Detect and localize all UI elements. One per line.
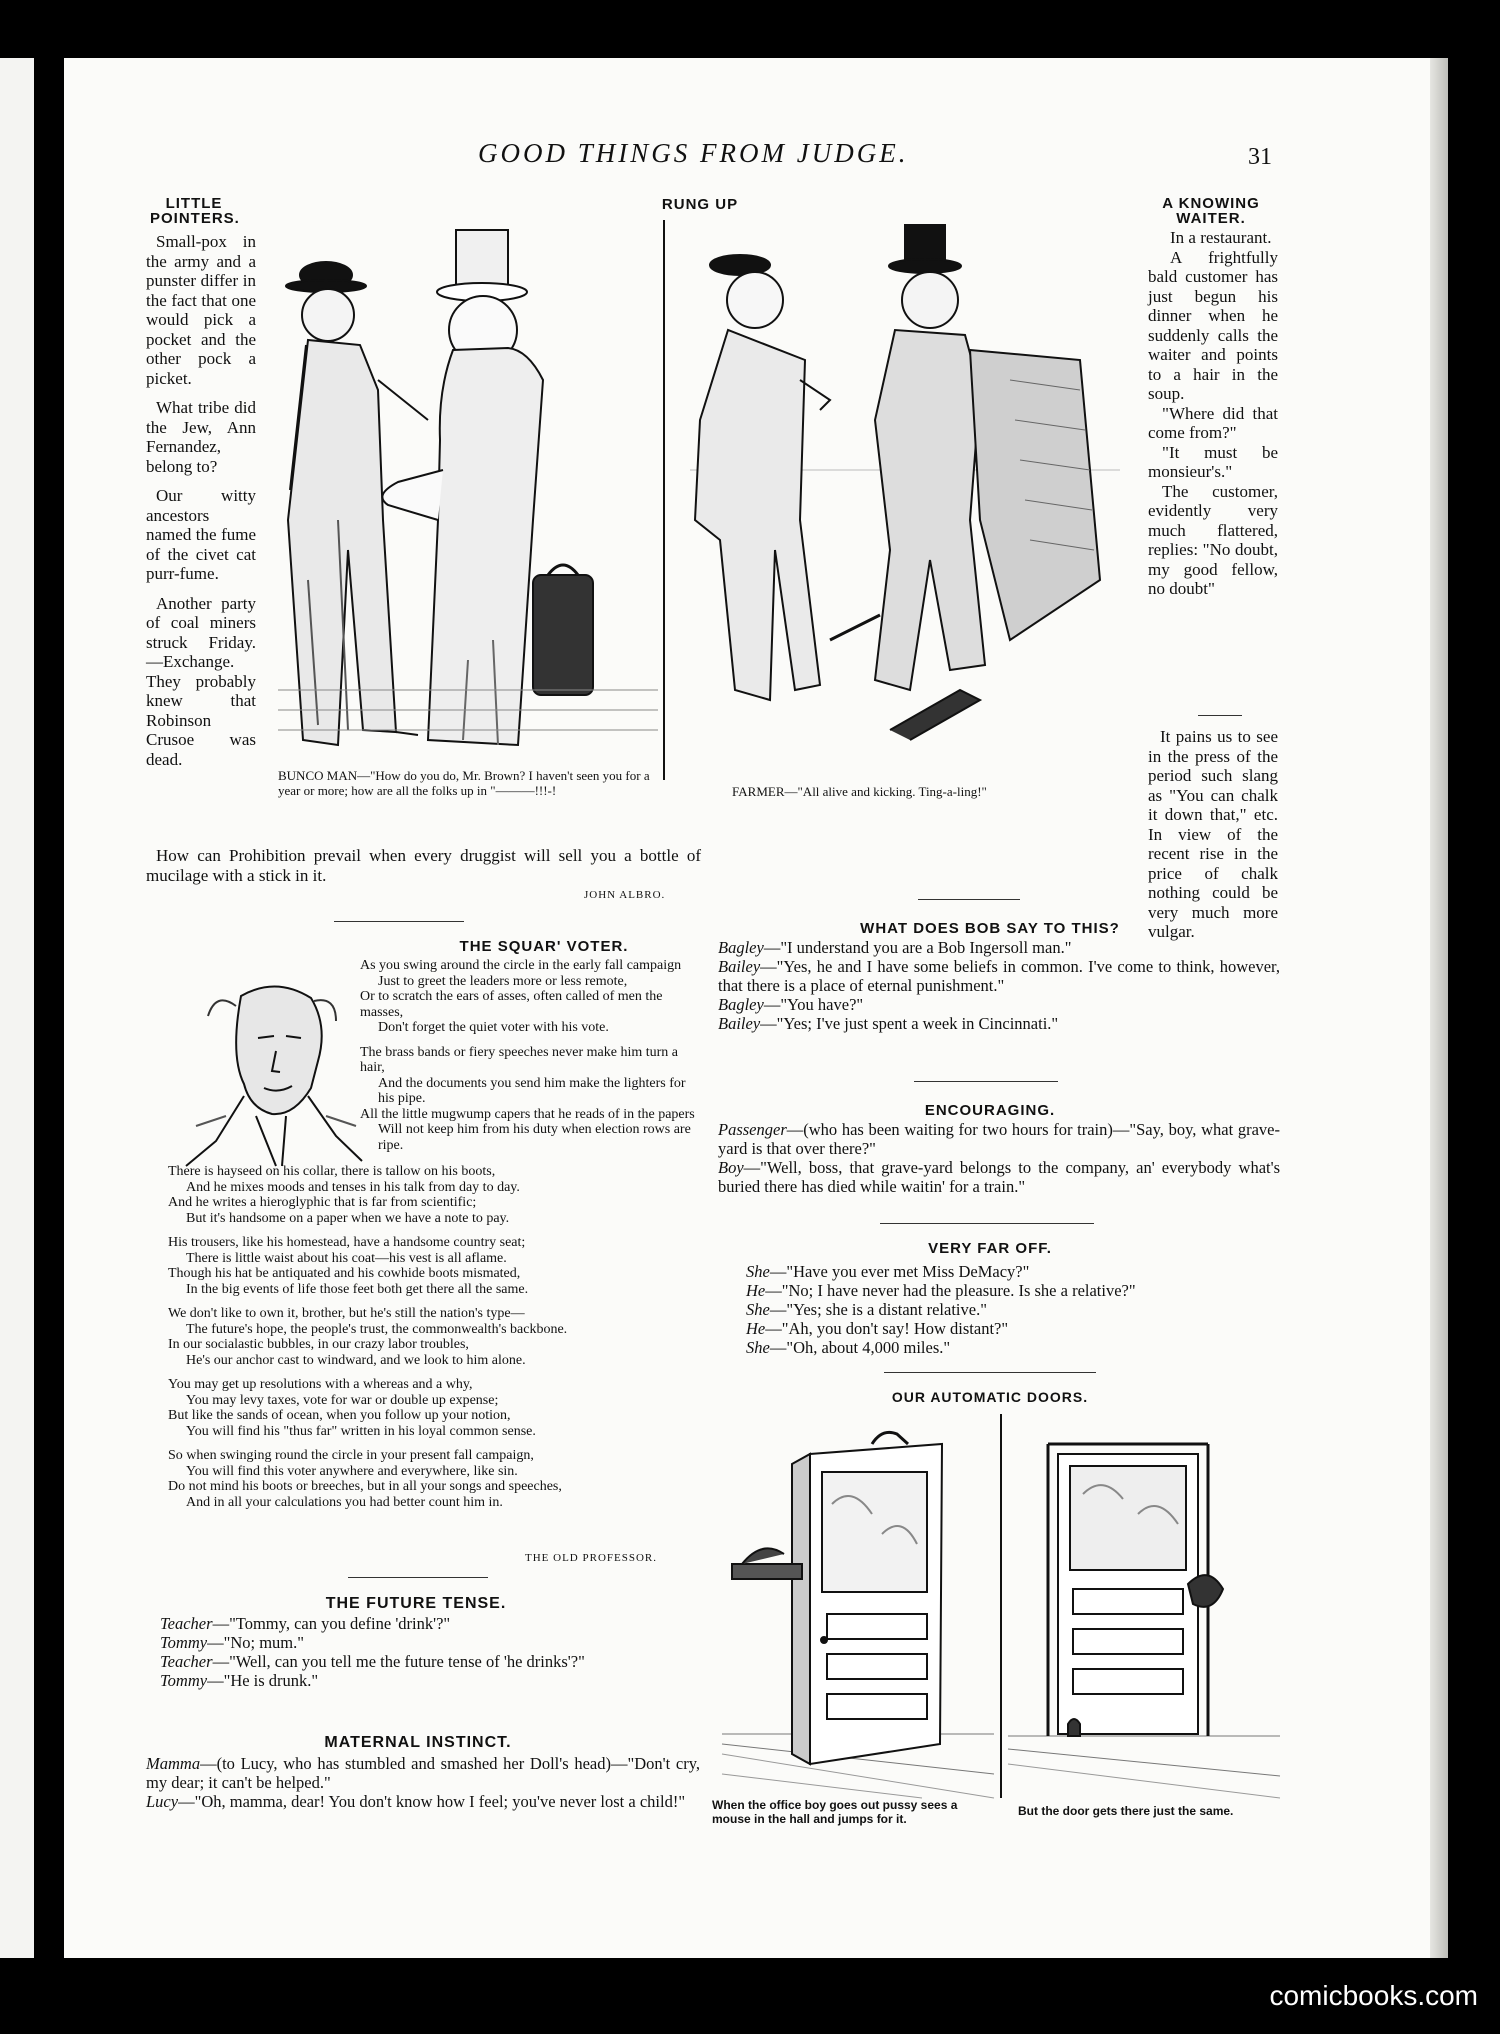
door-cartoon-left bbox=[722, 1414, 994, 1798]
dialogue-line bbox=[146, 1754, 700, 1792]
dialogue-line bbox=[160, 1614, 700, 1633]
dialogue-line bbox=[718, 1158, 1280, 1196]
dialogue-text: —"Ah, you don't say! How distant?" bbox=[765, 1319, 1009, 1338]
rung-up-caption-left: BUNCO MAN—"How do you do, Mr. Brown? I haven't seen you for a year or more; how are all the folks up in "———!!!-! bbox=[278, 768, 650, 798]
dialogue-text: —"Yes, he and I have some beliefs in common. I've come to think, however, that there is a place of eternal punishment." bbox=[718, 957, 1280, 995]
verse-line: But like the sands of ocean, when you follow up your notion, bbox=[168, 1408, 511, 1423]
dialogue-text: —"He is drunk." bbox=[207, 1671, 319, 1690]
dialogue-text: —"I understand you are a Bob Ingersoll man." bbox=[763, 938, 1072, 957]
little-pointers-p5: How can Prohibition prevail when every druggist will sell you a bottle of mucilage with a stick in it. bbox=[146, 846, 701, 885]
verse-line: You will find this voter anywhere and everywhere, like sin. bbox=[186, 1463, 518, 1479]
doors-title: OUR AUTOMATIC DOORS. bbox=[891, 1389, 1089, 1405]
speaker: Lucy bbox=[146, 1792, 179, 1811]
bob-title: WHAT DOES BOB SAY TO THIS? bbox=[860, 920, 1120, 937]
speaker: She bbox=[746, 1262, 770, 1281]
speaker: Boy bbox=[718, 1158, 744, 1177]
dialogue-text: —"You have?" bbox=[763, 995, 864, 1014]
little-pointers-author: JOHN ALBRO. bbox=[584, 889, 666, 901]
knowing-waiter-rule bbox=[1198, 715, 1242, 716]
encouraging-title: ENCOURAGING. bbox=[924, 1102, 1056, 1119]
dialogue-line bbox=[746, 1319, 1280, 1338]
verse-line: And he writes a hieroglyphic that is far from scientific; bbox=[168, 1195, 477, 1210]
dialogue-line bbox=[746, 1281, 1280, 1300]
speaker: Bailey bbox=[718, 1014, 761, 1033]
doors-divider bbox=[1000, 1414, 1002, 1798]
verse-line: Do not mind his boots or breeches, but in all your songs and speeches, bbox=[168, 1479, 562, 1494]
speaker: He bbox=[746, 1319, 766, 1338]
verse-line: In the big events of life those feet both get there all the same. bbox=[186, 1281, 529, 1297]
little-pointers-title: LITTLE POINTERS. bbox=[150, 195, 240, 227]
dialogue-line bbox=[146, 1792, 700, 1811]
dialogue-line bbox=[718, 938, 1280, 957]
verse-line: So when swinging round the circle in your present fall campaign, bbox=[168, 1448, 534, 1463]
verse-line: And in all your calculations you had better count him in. bbox=[186, 1494, 503, 1510]
verse-line: We don't like to own it, brother, but he's still the nation's type— bbox=[168, 1306, 525, 1321]
knowing-waiter-p5: The customer, evidently very much flattered, replies: "No doubt, my good fellow, no doubt" bbox=[1148, 481, 1278, 598]
speaker: She bbox=[746, 1300, 770, 1319]
maternal-instinct-dialogue bbox=[146, 1754, 700, 1811]
dialogue-line bbox=[718, 957, 1280, 995]
dialogue-text: —(who has been waiting for two hours for train)—"Say, boy, what grave-yard is that over there?" bbox=[718, 1120, 1280, 1158]
dialogue-text: —"Well, can you tell me the future tense of 'he drinks'?" bbox=[212, 1652, 585, 1671]
watermark: comicbooks.com bbox=[1269, 1980, 1478, 2011]
speaker: Mamma bbox=[146, 1754, 201, 1773]
knowing-waiter-text bbox=[1148, 228, 1278, 599]
rung-up-cartoon-left bbox=[278, 220, 658, 760]
dialogue-line bbox=[746, 1300, 1280, 1319]
encouraging-dialogue bbox=[718, 1120, 1280, 1196]
facing-page-edge bbox=[0, 58, 34, 1958]
rung-up-divider bbox=[663, 220, 665, 780]
dialogue-line bbox=[746, 1262, 1280, 1281]
speaker: He bbox=[746, 1281, 766, 1300]
knowing-waiter-p2: A frightfully bald customer has just begun his dinner when he suddenly calls the waiter and points to a hair in the soup. bbox=[1148, 247, 1278, 403]
rung-up-cartoon-right bbox=[680, 220, 1120, 740]
page-number: 31 bbox=[1248, 144, 1272, 170]
voter-portrait bbox=[186, 976, 362, 1166]
speaker: She bbox=[746, 1338, 770, 1357]
dialogue-text: —"Yes; I've just spent a week in Cincinnati." bbox=[760, 1014, 1059, 1033]
dialogue-line bbox=[746, 1338, 1280, 1357]
speaker: Teacher bbox=[160, 1614, 213, 1633]
doors-caption-right: But the door gets there just the same. bbox=[1018, 1804, 1234, 1818]
verse-line: As you swing around the circle in the early fall campaign bbox=[360, 958, 682, 973]
squar-voter-author: THE OLD PROFESSOR. bbox=[525, 1552, 657, 1564]
little-pointers-text bbox=[146, 232, 256, 769]
verse-line: You may get up resolutions with a whereas and a why, bbox=[168, 1377, 473, 1392]
dialogue-text: —(to Lucy, who has stumbled and smashed her Doll's head)—"Don't cry, my dear; it can't be helped." bbox=[146, 1754, 700, 1792]
rule-doors bbox=[884, 1372, 1096, 1373]
rung-up-title: RUNG UP bbox=[661, 196, 739, 213]
far-off-title: VERY FAR OFF. bbox=[928, 1240, 1052, 1257]
knowing-waiter-p3: "Where did that come from?" bbox=[1148, 403, 1278, 442]
verse-line: And he mixes moods and tenses in his talk from day to day. bbox=[186, 1179, 520, 1195]
verse-line: Though his hat be antiquated and his cowhide boots mismated, bbox=[168, 1266, 521, 1281]
verse-line: The future's hope, the people's trust, the commonwealth's backbone. bbox=[186, 1321, 568, 1337]
rule-far bbox=[880, 1223, 1094, 1224]
future-tense-dialogue bbox=[160, 1614, 700, 1690]
dialogue-line bbox=[160, 1633, 700, 1652]
verse-line: There is hayseed on his collar, there is tallow on his boots, bbox=[168, 1164, 496, 1179]
knowing-waiter-p4: "It must be monsieur's." bbox=[1148, 442, 1278, 481]
little-pointers-p4: Another party of coal miners struck Friday.—Exchange. They probably knew that Robinson Crusoe was dead. bbox=[146, 593, 256, 769]
door-cartoon-right bbox=[1008, 1414, 1280, 1798]
dialogue-text: —"Have you ever met Miss DeMacy?" bbox=[769, 1262, 1030, 1281]
little-pointers-p2: What tribe did the Jew, Ann Fernandez, belong to? bbox=[146, 398, 256, 476]
dialogue-text: —"No; mum." bbox=[207, 1633, 304, 1652]
chalk-paragraph: It pains us to see in the press of the period such slang as "You can chalk it down that," etc. In view of the recent rise in the price of chalk nothing could be very much more vulgar. bbox=[1148, 727, 1278, 941]
verse-line: Don't forget the quiet voter with his vote. bbox=[378, 1020, 609, 1035]
little-pointers-p3: Our witty ancestors named the fume of the civet cat purr-fume. bbox=[146, 486, 256, 583]
dialogue-text: —"Well, boss, that grave-yard belongs to the company, an' everybody what's buried there has died while waitin' for a train." bbox=[718, 1158, 1280, 1196]
verse-line: The brass bands or fiery speeches never make him turn a hair, bbox=[360, 1044, 678, 1075]
dialogue-text: —"Oh, mamma, dear! You don't know how I feel; you've never lost a child!" bbox=[178, 1792, 686, 1811]
verse-line: Or to scratch the ears of asses, often called of men the masses, bbox=[360, 989, 663, 1020]
maternal-instinct-title: MATERNAL INSTINCT. bbox=[324, 1734, 512, 1751]
rule-squar bbox=[334, 921, 464, 922]
verse-line: There is little waist about his coat—his vest is all aflame. bbox=[186, 1250, 507, 1266]
verse-line: His trousers, like his homestead, have a handsome country seat; bbox=[168, 1235, 526, 1250]
future-tense-title: THE FUTURE TENSE. bbox=[325, 1595, 507, 1612]
verse-line: You may levy taxes, vote for war or double up expense; bbox=[186, 1392, 499, 1408]
verse-line: Will not keep him from his duty when election rows are ripe. bbox=[378, 1122, 691, 1153]
rule-future bbox=[348, 1577, 488, 1578]
dialogue-text: —"Tommy, can you define 'drink'?" bbox=[212, 1614, 451, 1633]
dialogue-text: —"No; I have never had the pleasure. Is she a relative?" bbox=[765, 1281, 1136, 1300]
speaker: Tommy bbox=[160, 1671, 208, 1690]
speaker: Bagley bbox=[718, 995, 764, 1014]
doors-caption-left: When the office boy goes out pussy sees a mouse in the hall and jumps for it. bbox=[712, 1798, 958, 1826]
knowing-waiter-title: A KNOWING WAITER. bbox=[1162, 195, 1260, 227]
verse-line: And the documents you send him make the lighters for his pipe. bbox=[378, 1075, 686, 1106]
book-gutter bbox=[34, 58, 64, 1958]
verse-line: In our socialastic bubbles, in our crazy labor troubles, bbox=[168, 1337, 469, 1352]
speaker: Bailey bbox=[718, 957, 761, 976]
dialogue-text: —"Oh, about 4,000 miles." bbox=[769, 1338, 951, 1357]
knowing-waiter-p1: In a restaurant. bbox=[1170, 228, 1272, 247]
dialogue-text: —"Yes; she is a distant relative." bbox=[769, 1300, 987, 1319]
rule-encouraging bbox=[914, 1081, 1058, 1082]
rule-bob bbox=[918, 899, 1020, 900]
dialogue-line bbox=[160, 1652, 700, 1671]
dialogue-line bbox=[718, 995, 1280, 1014]
running-title: GOOD THINGS FROM JUDGE. bbox=[478, 138, 909, 168]
dialogue-line bbox=[718, 1014, 1280, 1033]
page-edge-shadow bbox=[1430, 58, 1448, 1958]
little-pointers-p1: Small-pox in the army and a punster differ in the fact that one would pick a pocket and the other pock a picket. bbox=[146, 232, 256, 388]
speaker: Teacher bbox=[160, 1652, 213, 1671]
dialogue-line bbox=[160, 1671, 700, 1690]
squar-voter-title: THE SQUAR' VOTER. bbox=[459, 938, 629, 955]
verse-line: You will find his "thus far" written in his loyal common sense. bbox=[186, 1423, 536, 1439]
squar-voter-stanza-1 bbox=[360, 958, 700, 1153]
speaker: Passenger bbox=[718, 1120, 787, 1139]
squar-voter-stanzas bbox=[168, 1164, 702, 1510]
verse-line: Just to greet the leaders more or less remote, bbox=[378, 973, 628, 989]
far-off-dialogue bbox=[746, 1262, 1280, 1357]
speaker: Bagley bbox=[718, 938, 764, 957]
dialogue-line bbox=[718, 1120, 1280, 1158]
verse-line: But it's handsome on a paper when we have a note to pay. bbox=[186, 1210, 510, 1226]
verse-line: All the little mugwump capers that he reads of in the papers bbox=[360, 1106, 695, 1122]
speaker: Tommy bbox=[160, 1633, 208, 1652]
verse-line: He's our anchor cast to windward, and we look to him alone. bbox=[186, 1352, 526, 1368]
bob-dialogue bbox=[718, 938, 1280, 1033]
rung-up-caption-right: FARMER—"All alive and kicking. Ting-a-ling!" bbox=[732, 784, 987, 799]
